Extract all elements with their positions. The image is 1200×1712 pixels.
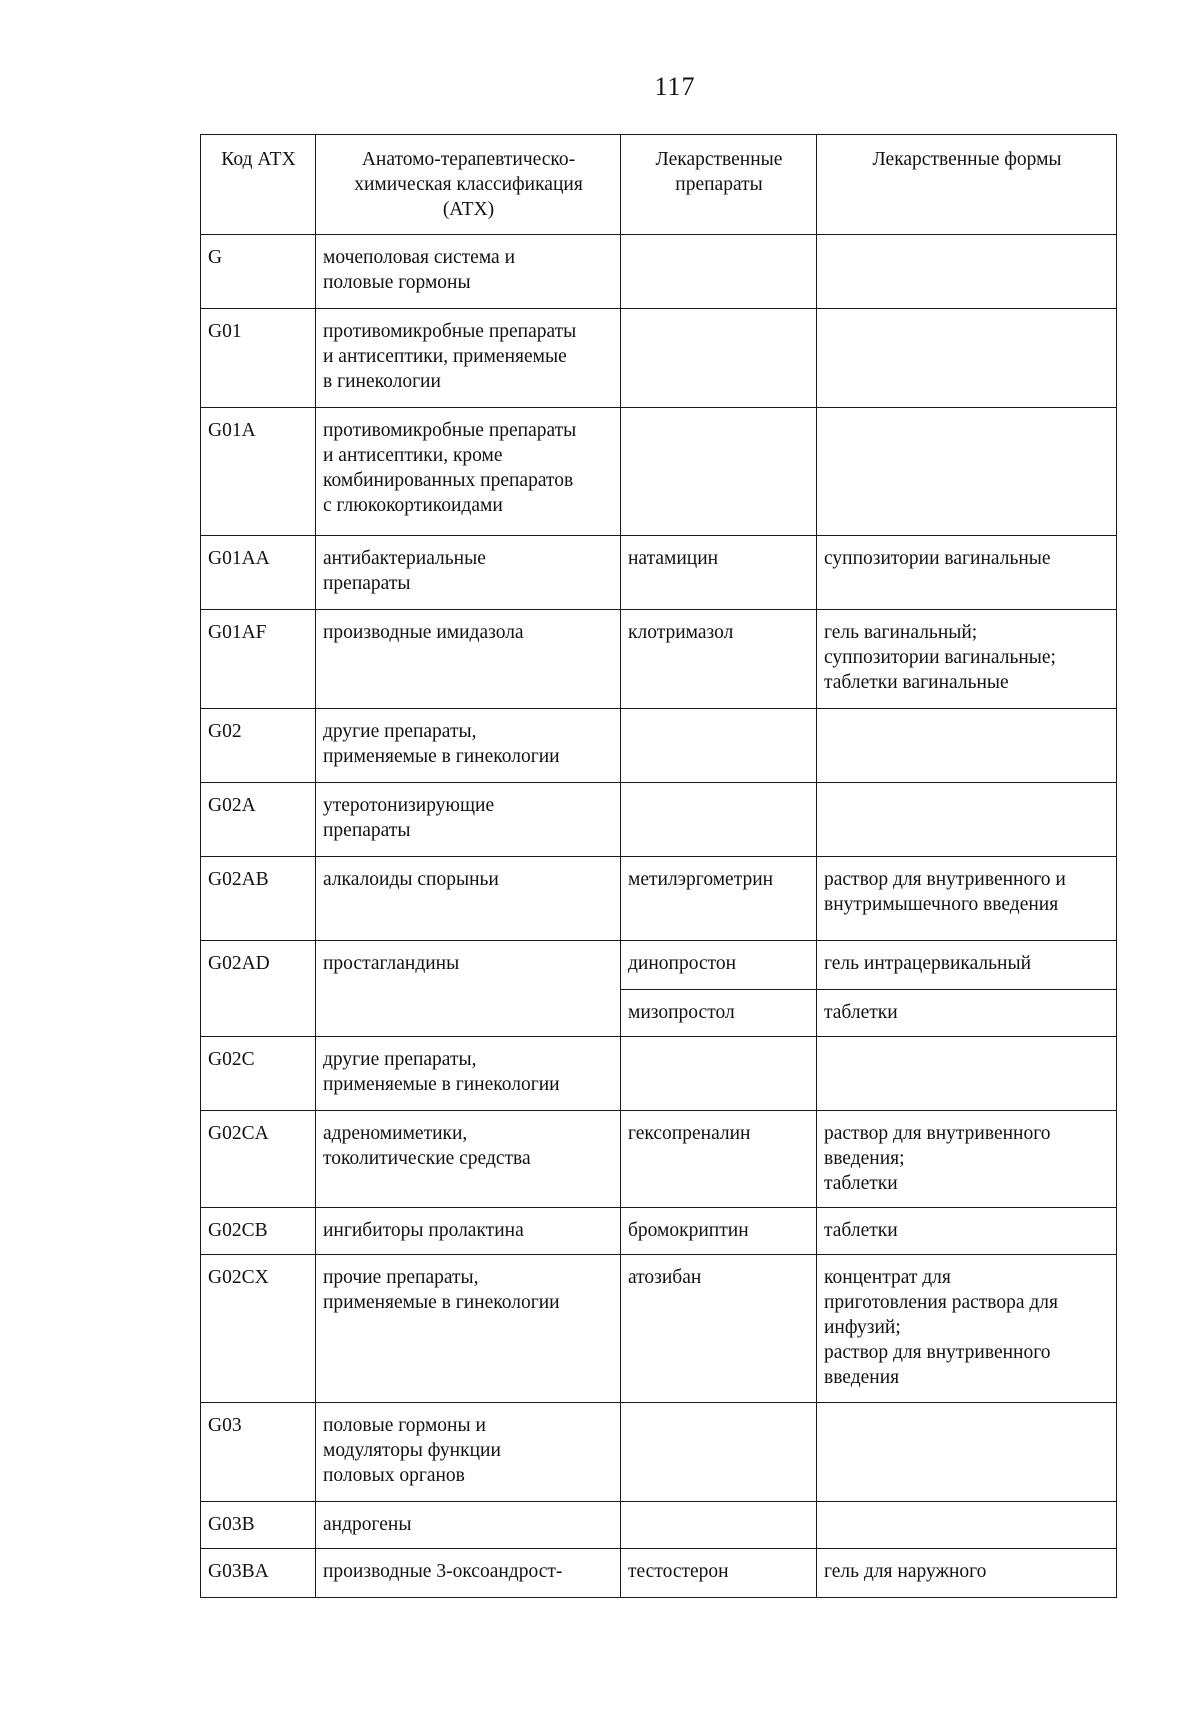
dosage-form: таблетки	[817, 1208, 1117, 1255]
drug-name: метилэргометрин	[621, 857, 817, 941]
table-row	[201, 1208, 1117, 1255]
atc-name: ингибиторы пролактина	[316, 1208, 621, 1255]
atc-name: утеротонизирующие препараты	[316, 783, 621, 857]
dosage-form: гель интрацервикальный	[817, 941, 1117, 990]
drug-name	[621, 783, 817, 857]
dosage-form: концентрат для приготовления раствора для инфузий; раствор для внутривенного введения	[817, 1255, 1117, 1403]
atc-code: G02CX	[201, 1255, 316, 1403]
atc-name: адреномиметики, токолитические средства	[316, 1111, 621, 1208]
atc-name: производные имидазола	[316, 610, 621, 709]
atc-code: G02A	[201, 783, 316, 857]
drug-name	[621, 709, 817, 783]
atc-code: G02CA	[201, 1111, 316, 1208]
atc-name: прочие препараты, применяемые в гинекологии	[316, 1255, 621, 1403]
drug-name: динопростон	[621, 941, 817, 990]
dosage-form	[817, 408, 1117, 536]
atc-code: G03B	[201, 1502, 316, 1549]
table-row	[201, 783, 1117, 857]
table-row	[201, 1502, 1117, 1549]
dosage-form: раствор для внутривенного и внутримышечного введения	[817, 857, 1117, 941]
dosage-form	[817, 309, 1117, 408]
drug-name	[621, 235, 817, 309]
drug-name	[621, 1403, 817, 1502]
drug-name: бромокриптин	[621, 1208, 817, 1255]
drug-name: натамицин	[621, 536, 817, 610]
drug-name	[621, 309, 817, 408]
atc-code: G01A	[201, 408, 316, 536]
atc-code: G01AA	[201, 536, 316, 610]
table-row	[201, 857, 1117, 941]
header-row	[201, 135, 1117, 235]
atc-code: G02AB	[201, 857, 316, 941]
atc-code: G	[201, 235, 316, 309]
atc-name: алкалоиды спорыньи	[316, 857, 621, 941]
drug-name	[621, 1037, 817, 1111]
dosage-form	[817, 709, 1117, 783]
drug-name: клотримазол	[621, 610, 817, 709]
table-row	[201, 235, 1117, 309]
atc-name: производные 3-оксоандрост-	[316, 1549, 621, 1598]
atc-code: G01AF	[201, 610, 316, 709]
atc-name: противомикробные препараты и антисептики, применяемые в гинекологии	[316, 309, 621, 408]
dosage-form: гель вагинальный; суппозитории вагинальные; таблетки вагинальные	[817, 610, 1117, 709]
atc-name: другие препараты, применяемые в гинекологии	[316, 1037, 621, 1111]
table-row	[201, 1111, 1117, 1208]
drug-name: мизопростол	[621, 990, 817, 1037]
drug-name: тестостерон	[621, 1549, 817, 1598]
table-row	[201, 941, 1117, 990]
atc-name: простагландины	[316, 941, 621, 1037]
atc-code: G01	[201, 309, 316, 408]
atc-name: андрогены	[316, 1502, 621, 1549]
atc-name: антибактериальные препараты	[316, 536, 621, 610]
drug-name	[621, 1502, 817, 1549]
header-classification: Анатомо-терапевтическо- химическая классификация (АТХ)	[316, 135, 621, 235]
table-row	[201, 610, 1117, 709]
dosage-form	[817, 1502, 1117, 1549]
header-drugs: Лекарственные препараты	[621, 135, 817, 235]
atc-table	[200, 134, 1117, 1598]
table-row	[201, 536, 1117, 610]
atc-name: другие препараты, применяемые в гинекологии	[316, 709, 621, 783]
table-row	[201, 408, 1117, 536]
atc-name: половые гормоны и модуляторы функции половых органов	[316, 1403, 621, 1502]
dosage-form	[817, 1403, 1117, 1502]
table-row	[201, 309, 1117, 408]
atc-code: G03BA	[201, 1549, 316, 1598]
dosage-form: раствор для внутривенного введения; таблетки	[817, 1111, 1117, 1208]
atc-code: G02AD	[201, 941, 316, 1037]
dosage-form: таблетки	[817, 990, 1117, 1037]
atc-code: G03	[201, 1403, 316, 1502]
table-row	[201, 1549, 1117, 1598]
atc-code: G02	[201, 709, 316, 783]
table-row	[201, 709, 1117, 783]
table-row	[201, 1037, 1117, 1111]
drug-name: гексопреналин	[621, 1111, 817, 1208]
atc-code: G02C	[201, 1037, 316, 1111]
header-forms: Лекарственные формы	[817, 135, 1117, 235]
atc-name: противомикробные препараты и антисептики, кроме комбинированных препаратов с глюкокортикоидами	[316, 408, 621, 536]
drug-name	[621, 408, 817, 536]
atc-name: мочеполовая система и половые гормоны	[316, 235, 621, 309]
header-code: Код АТХ	[201, 135, 316, 235]
dosage-form	[817, 783, 1117, 857]
atc-code: G02CB	[201, 1208, 316, 1255]
table-row	[201, 1403, 1117, 1502]
table-row	[201, 1255, 1117, 1403]
dosage-form	[817, 1037, 1117, 1111]
page-number: 117	[654, 72, 696, 101]
dosage-form	[817, 235, 1117, 309]
dosage-form: суппозитории вагинальные	[817, 536, 1117, 610]
drug-name: атозибан	[621, 1255, 817, 1403]
dosage-form: гель для наружного	[817, 1549, 1117, 1598]
